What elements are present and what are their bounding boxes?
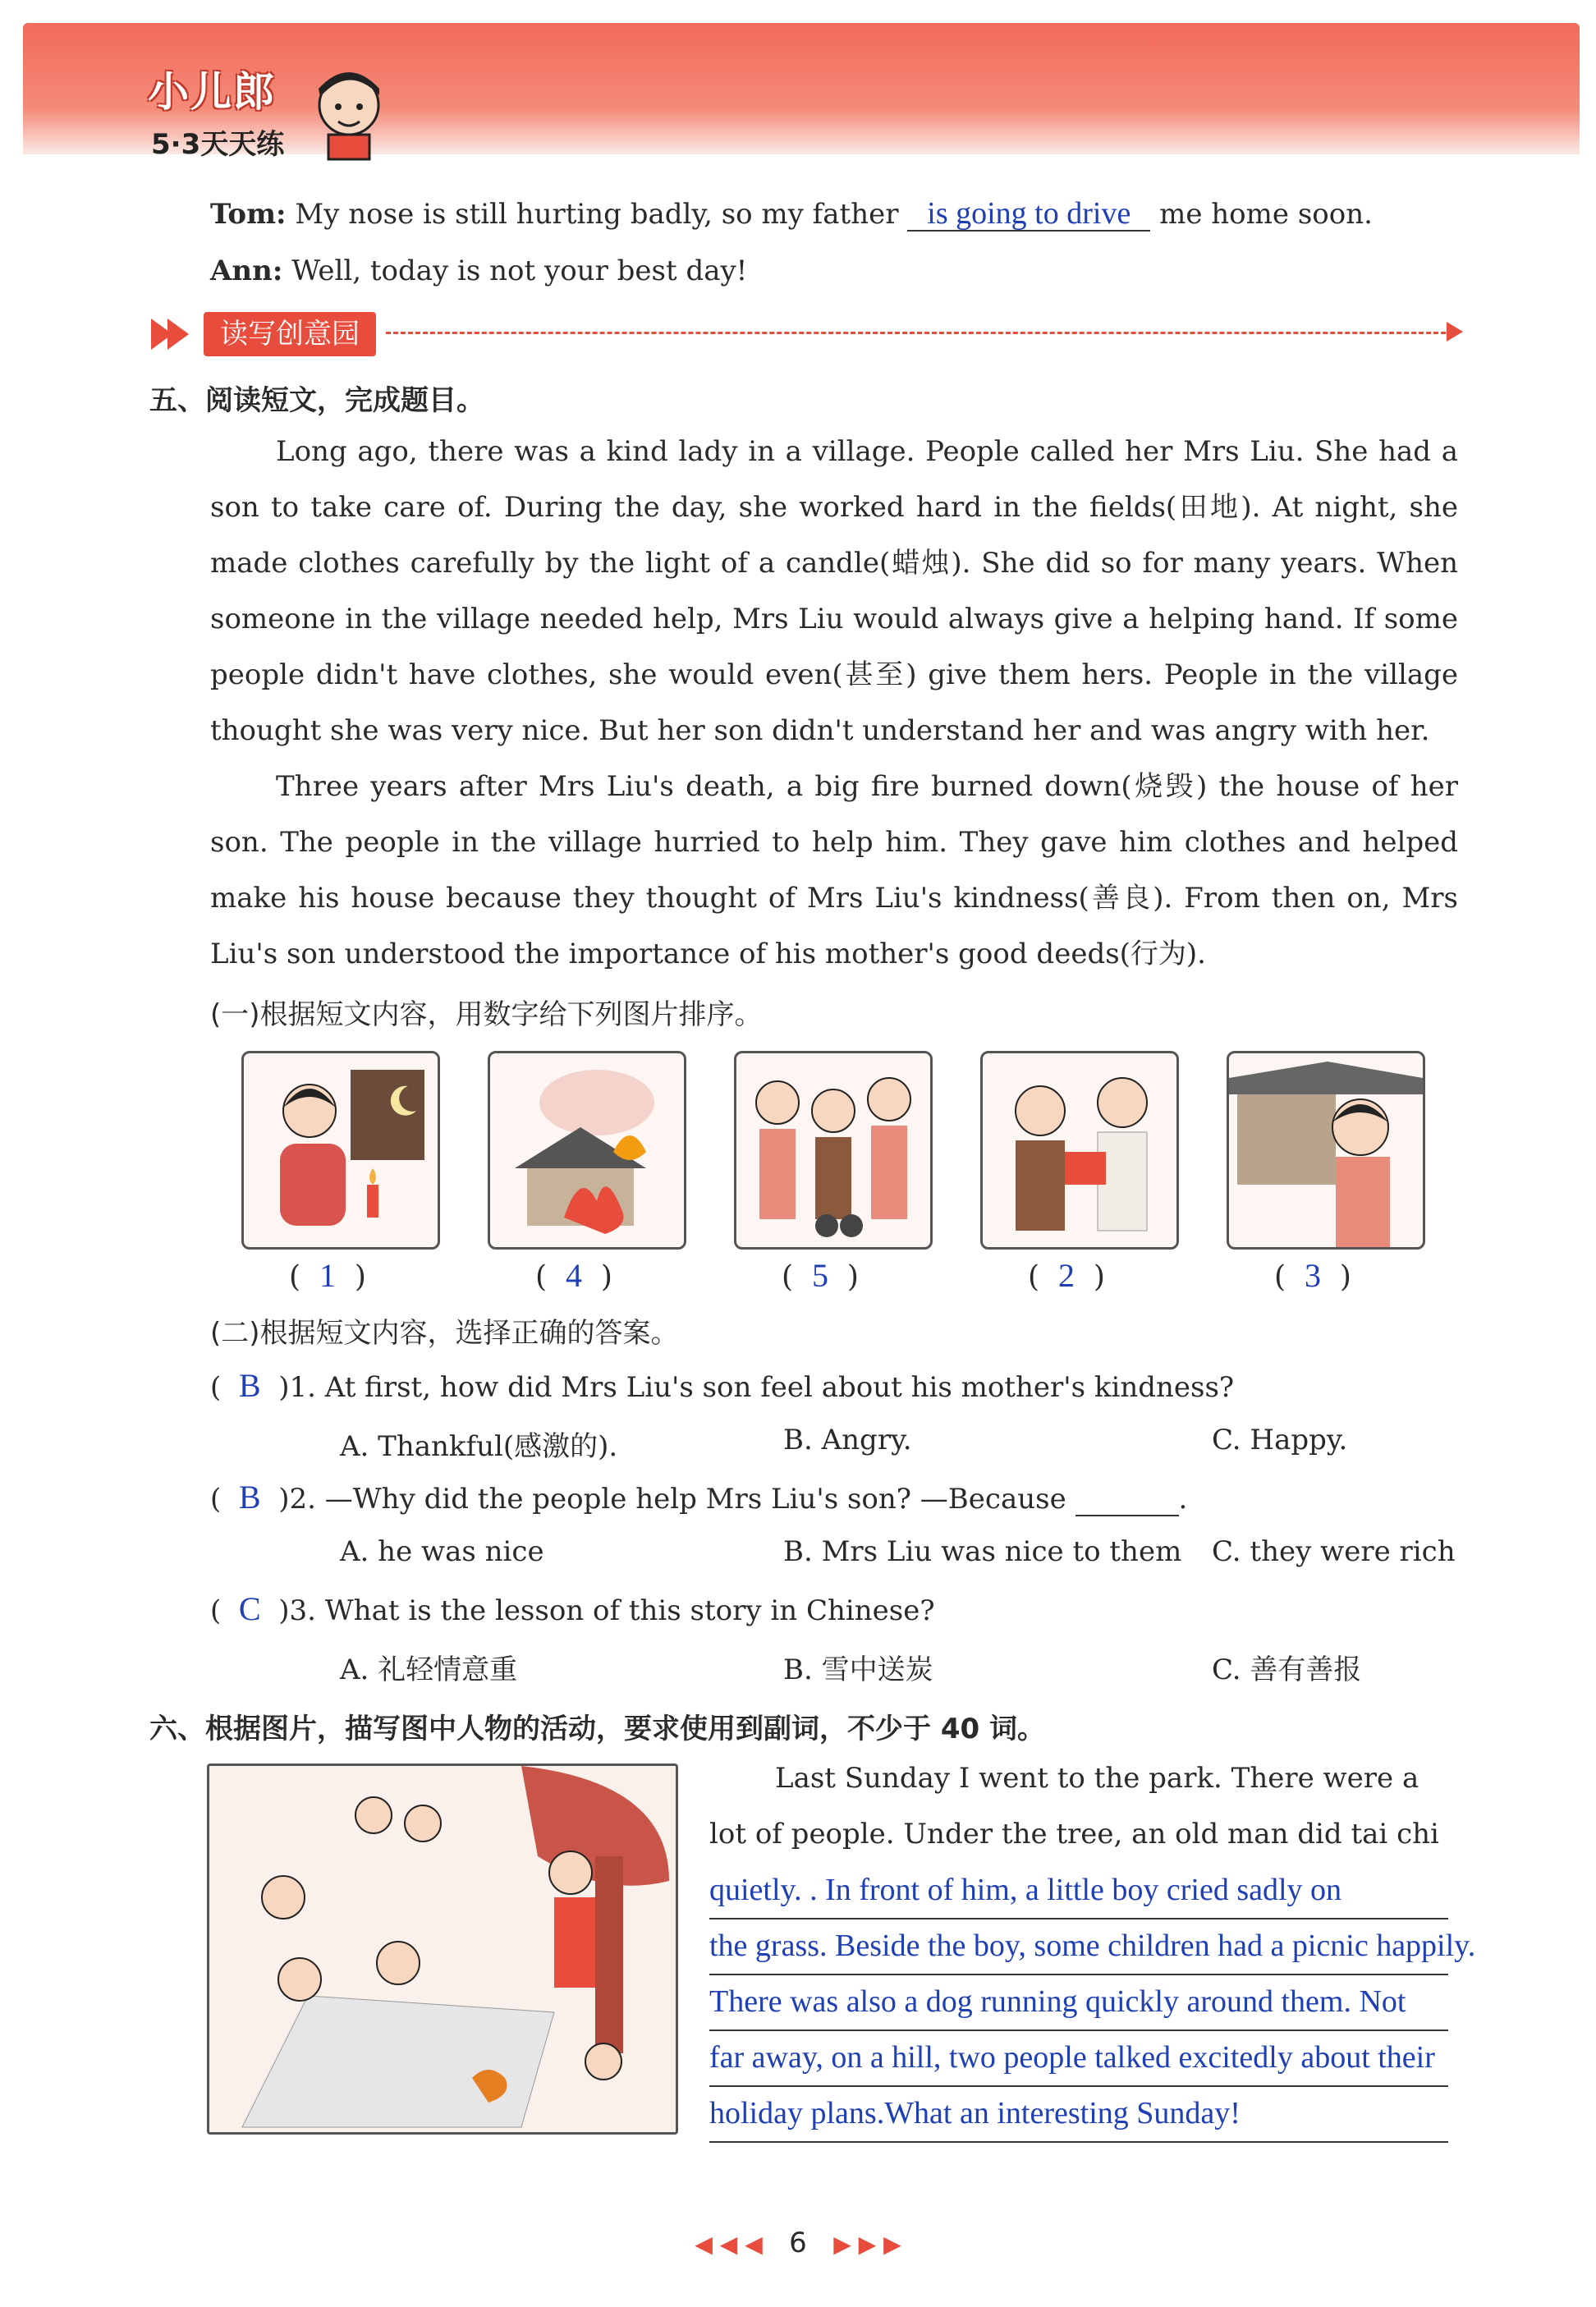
- question-2: ( B )2. —Why did the people help Mrs Liu's son? —Because .: [210, 1479, 1188, 1516]
- order-slot-3[interactable]: ( 5 ): [782, 1257, 859, 1294]
- part6-title: 六、根据图片，描写图中人物的活动，要求使用到副词，不少于 40 词。: [149, 1713, 1045, 1745]
- order-slot-5[interactable]: ( 3 ): [1274, 1257, 1351, 1294]
- option-c: C. 善有善报: [1212, 1653, 1362, 1686]
- question-stem: —Why did the people help Mrs Liu's son? —Because: [324, 1483, 1066, 1516]
- option-a: A. Thankful(感激的).: [340, 1430, 618, 1463]
- question-2-blank[interactable]: [1075, 1485, 1179, 1516]
- story-picture-candle: [241, 1051, 440, 1250]
- part5-sub1: (一)根据短文内容，用数字给下列图片排序。: [210, 998, 763, 1031]
- speaker-tom: Tom:: [210, 198, 287, 231]
- series-label: 5·3天天练: [151, 128, 285, 161]
- question-answer[interactable]: B: [238, 1367, 261, 1404]
- question-3: ( C )3. What is the lesson of this story in Chinese?: [210, 1590, 935, 1627]
- section-divider: [386, 332, 1453, 334]
- page-number: 6: [789, 2227, 807, 2259]
- story-picture-villagers: [734, 1051, 933, 1250]
- mascot-illustration: [304, 64, 394, 163]
- section-tag: 读写创意园: [204, 312, 376, 356]
- writing-prompt-1: Last Sunday I went to the park. There were a: [775, 1762, 1419, 1795]
- section-arrow-icon: [148, 312, 197, 356]
- writing-prompt-2: lot of people. Under the tree, an old man did tai chi: [709, 1818, 1439, 1851]
- answer-blank[interactable]: is going to drive: [907, 197, 1150, 232]
- question-stem: At first, how did Mrs Liu's son feel about his mother's kindness?: [324, 1371, 1235, 1404]
- brand-logo: 小儿郎: [148, 68, 276, 116]
- order-slot-2[interactable]: ( 4 ): [535, 1257, 612, 1294]
- dialogue-text: Well, today is not your best day!: [291, 255, 748, 287]
- option-b: B. 雪中送炭: [783, 1653, 933, 1686]
- page-footer: [0, 2227, 1596, 2259]
- part5-sub2: (二)根据短文内容，选择正确的答案。: [210, 1317, 679, 1350]
- park-picture: [207, 1764, 678, 2135]
- option-b: B. Mrs Liu was nice to them: [783, 1535, 1182, 1568]
- divider-arrow-icon: [1447, 322, 1463, 342]
- question-answer[interactable]: B: [238, 1479, 261, 1516]
- reading-paragraph-2: Three years after Mrs Liu's death, a big fire burned down(烧毁) the house of her son. The people in the village hurried to help him. They gave him clothes and helped make his house because they thought of Mrs Liu's kindness(善良). From then on, Mrs Liu's son understood the importance of his mother's good deeds(行为).: [210, 770, 1458, 970]
- writing-line: quietly. . In front of him, a little boy cried sadly on: [709, 1864, 1448, 1919]
- writing-line: holiday plans.What an interesting Sunday!: [709, 2087, 1448, 2143]
- option-c: C. Happy.: [1212, 1424, 1348, 1456]
- part5-title: 五、阅读短文，完成题目。: [149, 384, 484, 417]
- question-1: ( B )1. At first, how did Mrs Liu's son feel about his mother's kindness?: [210, 1367, 1235, 1404]
- next-arrows-icon: ▶ ▶ ▶: [833, 2231, 901, 2258]
- story-picture-fire: [488, 1051, 686, 1250]
- story-picture-giving-clothes: [980, 1051, 1179, 1250]
- question-stem: What is the lesson of this story in Chinese?: [324, 1594, 935, 1627]
- order-answer: 3: [1304, 1257, 1321, 1294]
- story-picture-son-thinking: [1227, 1051, 1425, 1250]
- prev-arrows-icon: ◀ ◀ ◀: [695, 2231, 763, 2258]
- option-b: B. Angry.: [783, 1424, 912, 1456]
- option-a: A. he was nice: [340, 1535, 544, 1568]
- order-answer: 2: [1057, 1257, 1075, 1294]
- writing-line: far away, on a hill, two people talked excitedly about their: [709, 2031, 1448, 2087]
- order-slot-4[interactable]: ( 2 ): [1028, 1257, 1105, 1294]
- option-a: A. 礼轻情意重: [340, 1653, 518, 1686]
- reading-paragraph-1: Long ago, there was a kind lady in a village. People called her Mrs Liu. She had a son to take care of. During the day, she worked hard in the fields(田地). At night, she made clothes carefully by the light of a candle(蜡烛). She did so for many years. When someone in the village needed help, Mrs Liu would always give a helping hand. If some people didn't have clothes, she would even(甚至) give them hers. People in the village thought she was very nice. But her son didn't understand her and was angry with her.: [210, 435, 1458, 747]
- writing-answer-area[interactable]: [709, 1864, 1530, 2143]
- dialogue-line-tom: [210, 197, 1373, 232]
- question-answer[interactable]: C: [238, 1590, 261, 1627]
- option-c: C. they were rich: [1212, 1535, 1456, 1568]
- dialogue-line-ann: [210, 255, 747, 287]
- order-slot-1[interactable]: ( 1 ): [289, 1257, 366, 1294]
- order-answer: 5: [811, 1257, 828, 1294]
- writing-line: the grass. Beside the boy, some children had a picnic happily.: [709, 1919, 1448, 1975]
- order-answer: 1: [319, 1257, 336, 1294]
- writing-line: There was also a dog running quickly around them. Not: [709, 1975, 1448, 2031]
- dialogue-text: My nose is still hurting badly, so my father: [295, 198, 899, 231]
- dialogue-text: me home soon.: [1159, 198, 1373, 231]
- speaker-ann: Ann:: [210, 255, 283, 287]
- order-answer: 4: [565, 1257, 582, 1294]
